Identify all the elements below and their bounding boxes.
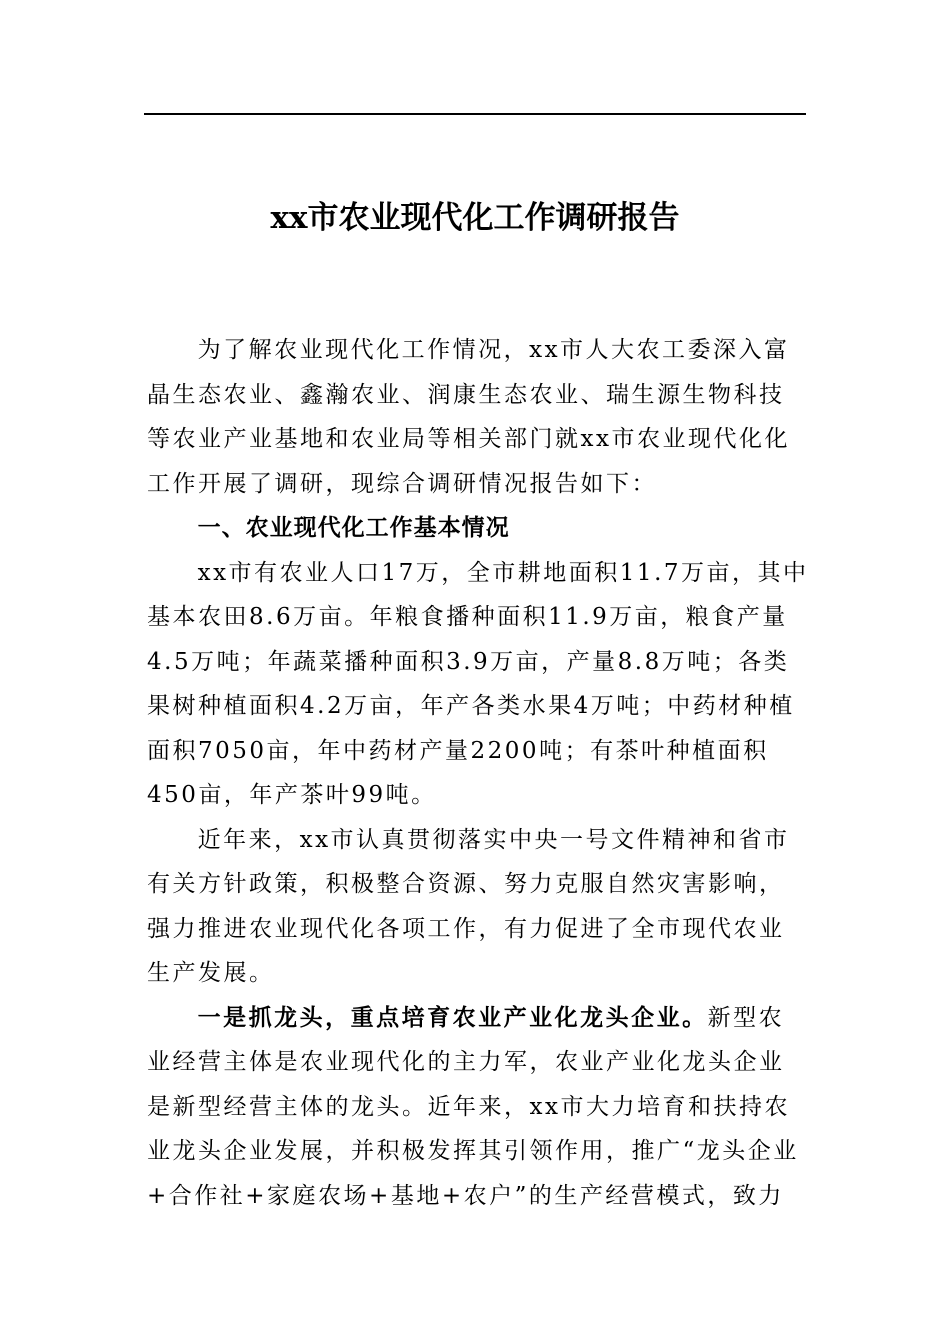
document-title: xx市农业现代化工作调研报告	[270, 200, 680, 236]
stats-paragraph: xx市有农业人口17万，全市耕地面积11.7万亩，其中基本农田8.6万亩。年粮食播种面积11.9万亩，粮食产量4.5万吨；年蔬菜播种面积3.9万亩，产量8.8万吨；各类果树种植面积4.2万亩，年产各类水果4万吨；中药材种植面积7050亩，年中药材产量2200吨；有茶叶种植面积450亩，年产茶叶99吨。	[147, 559, 809, 808]
header-rule	[144, 113, 806, 115]
section-heading-1: 一、农业现代化工作基本情况	[197, 515, 510, 541]
point1-body: 新型农业经营主体是农业现代化的主力军，农业产业化龙头企业是新型经营主体的龙头。近年来，xx市大力培育和扶持农业龙头企业发展，并积极发挥其引领作用，推广“龙头企业+合作社+家庭农场+基地+农户”的生产经营模式，致力	[147, 1004, 799, 1209]
point1-lead: 一是抓龙头，重点培育农业产业化龙头企业。	[197, 1003, 708, 1031]
intro-paragraph: 为了解农业现代化工作情况，xx市人大农工委深入富晶生态农业、鑫瀚农业、润康生态农业、瑞生源生物科技等农业产业基地和农业局等相关部门就xx市农业现代化化工作开展了调研，现综合调研情况报告如下：	[147, 337, 790, 497]
document-body	[147, 328, 809, 1218]
recent-paragraph: 近年来，xx市认真贯彻落实中央一号文件精神和省市有关方针政策，积极整合资源、努力克服自然灾害影响，强力推进农业现代化各项工作，有力促进了全市现代农业生产发展。	[147, 826, 790, 986]
point1-paragraph	[147, 996, 809, 1219]
